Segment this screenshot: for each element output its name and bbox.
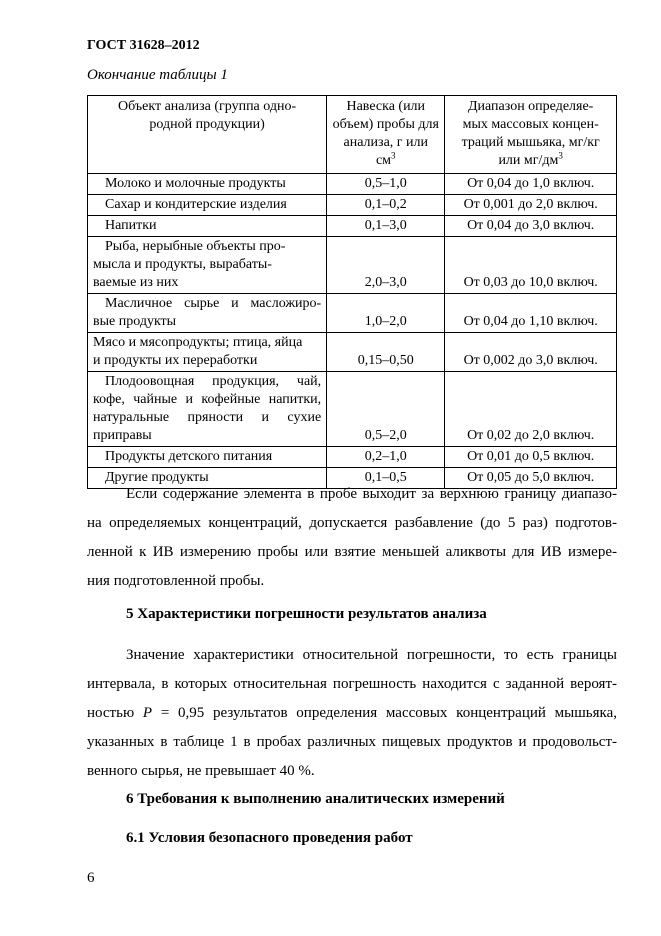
section-5-title: 5 Характеристики погрешности результатов анализа xyxy=(126,606,487,622)
cell-product-line: Сахар и кондитерские изделия xyxy=(105,197,287,212)
header-sample: Навеска (или объем) пробы для анализа, г или $см^3$ xyxy=(327,96,445,174)
cell-sample: 1,0–2,0 xyxy=(327,294,445,333)
cell-product-line: Плодоовощная продукция, чай, xyxy=(105,374,322,389)
table-row xyxy=(88,447,617,468)
cell-product-line: Мясо и мясопродукты; птица, яйца xyxy=(93,335,303,350)
cell-sample: 2,0–3,0 xyxy=(327,237,445,294)
cell-product xyxy=(88,216,327,237)
header-range: Диапазон определяе- мых массовых концен- траций мышьяка, мг/кг или $мг/дм^3$ xyxy=(445,96,617,174)
table-row xyxy=(88,195,617,216)
cell-product xyxy=(88,333,327,372)
cell-range: От 0,04 до 1,0 включ. xyxy=(445,174,617,195)
cell-range: От 0,04 до 1,10 включ. xyxy=(445,294,617,333)
section-6-1-title: 6.1 Условия безопасного проведения работ xyxy=(126,830,413,846)
cell-product xyxy=(88,372,327,447)
cell-sample: 0,1–0,2 xyxy=(327,195,445,216)
table-row xyxy=(88,216,617,237)
cell-product-line: Рыба, нерыбные объекты про- xyxy=(105,239,286,254)
cell-product-line: мысла и продукты, вырабаты- xyxy=(93,257,272,272)
section-6-title: 6 Требования к выполнению аналитических измерений xyxy=(126,791,505,807)
table-row xyxy=(88,333,617,372)
cell-product xyxy=(88,294,327,333)
header-product: Объект анализа (группа одно- родной продукции) xyxy=(88,96,327,174)
cell-product-line: приправы xyxy=(93,428,152,443)
cell-product-line: Продукты детского питания xyxy=(105,449,273,464)
cell-product-line: натуральные пряности и сухие xyxy=(93,410,322,425)
cell-range: От 0,01 до 0,5 включ. xyxy=(445,447,617,468)
cell-product-line: Напитки xyxy=(105,218,157,233)
document-header: ГОСТ 31628–2012 xyxy=(87,38,200,53)
cell-product xyxy=(88,174,327,195)
paragraph-error: Значение характеристики относительной погрешности, то есть границы интервала, в которых относительная погрешность находится с заданной вероят- ностью P = 0,95 результатов определения массовых концентраций мышьяка, указанных в таблице 1 в пробах различных пищевых продуктов и продовольст- венного сырья, не превышает 40 %. xyxy=(87,647,617,779)
cell-range: От 0,03 до 10,0 включ. xyxy=(445,237,617,294)
arsenic-range-table xyxy=(87,95,617,489)
paragraph-dilution: Если содержание элемента в пробе выходит за верхнюю границу диапазо- на определяемых концентраций, допускается разбавление (до 5 раз) подготов- ленной к ИВ измерению пробы или взятие меньшей аликвоты для ИВ измере- ния подготовленной пробы. xyxy=(87,486,617,589)
cell-product xyxy=(88,447,327,468)
cell-product xyxy=(88,237,327,294)
table-caption: Окончание таблицы 1 xyxy=(87,67,228,83)
table-row xyxy=(88,294,617,333)
cell-sample: 0,1–3,0 xyxy=(327,216,445,237)
table-row xyxy=(88,372,617,447)
cell-range: От 0,02 до 2,0 включ. xyxy=(445,372,617,447)
probability-symbol: P xyxy=(142,705,153,721)
page-number: 6 xyxy=(87,870,95,886)
table-row xyxy=(88,237,617,294)
cell-range: От 0,05 до 5,0 включ. xyxy=(445,468,617,489)
cell-sample: 0,5–1,0 xyxy=(327,174,445,195)
cell-product-line: ваемые из них xyxy=(93,275,179,290)
cell-range: От 0,04 до 3,0 включ. xyxy=(445,216,617,237)
cell-product-line: вые продукты xyxy=(93,314,177,329)
cell-product-line: Молоко и молочные продукты xyxy=(105,176,286,191)
cell-product-line: Масличное сырье и масложиро- xyxy=(105,296,322,311)
table-body xyxy=(88,174,617,489)
cell-product-line: кофе, чайные и кофейные напитки, xyxy=(93,392,322,407)
cell-range: От 0,001 до 2,0 включ. xyxy=(445,195,617,216)
table-header-row xyxy=(88,96,617,174)
cell-range: От 0,002 до 3,0 включ. xyxy=(445,333,617,372)
cell-product xyxy=(88,195,327,216)
cell-sample: 0,15–0,50 xyxy=(327,333,445,372)
table-row xyxy=(88,174,617,195)
cell-sample: 0,5–2,0 xyxy=(327,372,445,447)
cell-product-line: и продукты их переработки xyxy=(93,353,258,368)
cell-sample: 0,1–0,5 xyxy=(327,468,445,489)
cell-product-line: Другие продукты xyxy=(105,470,209,485)
cell-sample: 0,2–1,0 xyxy=(327,447,445,468)
